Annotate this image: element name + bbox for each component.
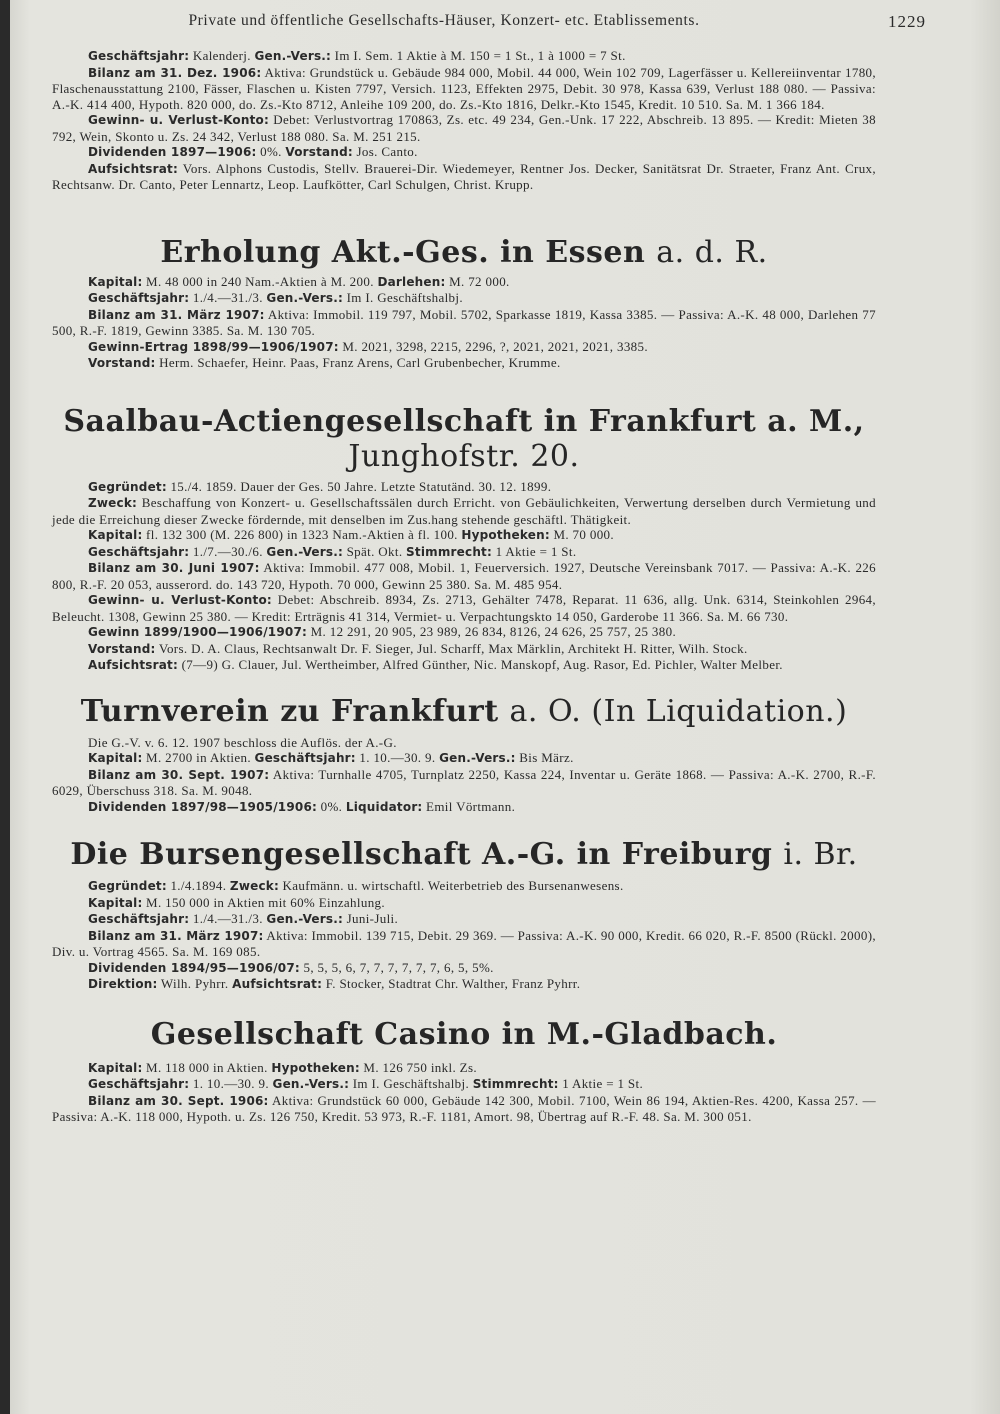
- field-text: 1. 10.—30. 9.: [355, 750, 440, 765]
- field-label: Aufsichtsrat:: [88, 658, 178, 672]
- field-label: Aufsichtsrat:: [232, 977, 323, 991]
- field-text: Kalenderj.: [189, 48, 255, 63]
- field-label: Vorstand:: [88, 356, 156, 370]
- field-label: Aufsichtsrat:: [88, 161, 178, 176]
- field-label: Gen.-Vers.:: [439, 751, 516, 765]
- field-text: 5, 5, 5, 6, 7, 7, 7, 7, 7, 7, 6, 5, 5%.: [299, 959, 494, 975]
- field-label: Kapital:: [88, 895, 143, 910]
- field-text: Aktiva: Grundstück u. Gebäude 984 000, Mobil. 44 000, Wein 102 709, Lagerfässer u. Kellereiinventar 1780, Flaschenausstattung 2100, Fässer, Flaschen u. Kisten 7797, Versich. 1123, Effekten 2975, Debit. 30 978, Kassa 639, Verlust 188 080. — Passiva: A.-K. 414 400, Hypoth. 820 000, do. Zs.-Kto 8712, Anleihe 109 200, do. Zs.-Kto 1816, Delkr.-Kto 1545, Kredit. 10 510. Sa. M. 1 366 184.: [52, 64, 876, 112]
- field-text: Aktiva: Immobil. 477 008, Mobil. 1, Feuerversich. 1927, Deutsche Vereinsbank 7017. — Passiva: A.-K. 226 800, R.-F. 20 053, ausserord. do. 143 720, Hypoth. 70 000, Gewinn 25 380. Sa. M. 485 954.: [52, 560, 877, 592]
- entry-paragraph: [52, 750, 876, 767]
- entry-paragraph: [52, 527, 876, 544]
- field-label: Gegründet:: [88, 879, 167, 893]
- field-label: Stimmrecht:: [406, 544, 492, 559]
- company-entry: [52, 48, 876, 193]
- company-title: [52, 235, 876, 270]
- field-label: Gen.-Vers.:: [266, 291, 343, 305]
- company-entry: [52, 404, 876, 674]
- field-label: Hypotheken:: [461, 528, 550, 542]
- field-label: Bilanz am 31. Dez. 1906:: [88, 65, 262, 80]
- entry-paragraph: [52, 355, 876, 372]
- field-label: Kapital:: [88, 751, 143, 765]
- entry-paragraph: [52, 560, 876, 592]
- field-text: Aktiva: Grundstück 60 000, Gebäude 142 300, Mobil. 7100, Wein 86 194, Aktien-Res. 4200, Kassa 257. — Passiva: A.-K. 118 000, Hypoth. u. Zs. 126 750, Kredit. 53 973, R.-F. 1181, Amort. 98, Übertrag auf R.-F. 48. Sa. M. 300 051.: [52, 1092, 876, 1124]
- field-text: (7—9) G. Clauer, Jul. Wertheimber, Alfred Günther, Nic. Manskopf, Aug. Rasor, Ed. Pichler, Walter Melber.: [178, 657, 783, 672]
- field-text: Kaufmänn. u. wirtschaftl. Weiterbetrieb des Bursenanwesens.: [278, 878, 624, 893]
- field-text: F. Stocker, Stadtrat Chr. Walther, Franz Pyhrr.: [322, 976, 581, 991]
- field-text: 1 Aktie = 1 St.: [558, 1076, 644, 1091]
- field-text: M. 72 000.: [445, 273, 510, 289]
- entry-paragraph: [52, 144, 876, 161]
- company-entry: [52, 235, 876, 372]
- entry-paragraph: [52, 48, 876, 65]
- running-head-text: Private und öffentliche Gesellschafts-Häuser, Konzert- etc. Etablissements.: [188, 12, 700, 29]
- field-label: Gen.-Vers.:: [266, 544, 343, 559]
- field-label: Zweck:: [88, 496, 138, 510]
- field-label: Geschäftsjahr:: [254, 751, 356, 765]
- entry-paragraph: [52, 495, 876, 527]
- field-text: M. 48 000 in 240 Nam.-Aktien à M. 200.: [142, 273, 378, 289]
- field-label: Direktion:: [88, 977, 158, 991]
- field-text: Aktiva: Immobil. 119 797, Mobil. 5702, Sparkasse 1819, Kassa 3385. — Passiva: A.-K. 48 000, Darlehen 77 500, R.-F. 1819, Gewinn 3385. Sa. M. 130 705.: [52, 306, 876, 338]
- running-head: [52, 12, 926, 31]
- company-title-sub: a. O. (In Liquidation.): [509, 693, 848, 729]
- entry-paragraph: [52, 767, 876, 799]
- field-text: Im I. Geschäftshalbj.: [349, 1076, 473, 1091]
- company-title: [52, 404, 876, 474]
- entry-paragraph: [52, 1060, 876, 1077]
- company-title-main: Saalbau-Actiengesellschaft in Frankfurt a. M.,: [63, 403, 865, 439]
- field-text: Vors. D. A. Claus, Rechtsanwalt Dr. F. Sieger, Jul. Scharff, Max Märklin, Architekt H. Ritter, Wilh. Stock.: [155, 640, 748, 656]
- field-label: Dividenden 1897/98—1905/1906:: [88, 799, 317, 814]
- entry-paragraph: [52, 592, 876, 624]
- field-label: Gewinn 1899/1900—1906/1907:: [88, 625, 308, 639]
- field-text: M. 126 750 inkl. Zs.: [359, 1059, 477, 1075]
- field-text: Debet: Abschreib. 8934, Zs. 2713, Gehälter 7478, Reparat. 11 636, allg. Unk. 6314, Steinkohlen 2964, Beleucht. 1308, Gewinn 25 380. — Kredit: Erträgnis 41 314, Vermiet- u. Verpachtungskto 14 050, Garderobe 11 366. Sa. M. 66 730.: [52, 592, 877, 624]
- field-text: 1./4.—31./3.: [189, 290, 267, 305]
- field-text: Herm. Schaefer, Heinr. Paas, Franz Arens, Carl Grubenbecher, Krumme.: [155, 355, 561, 370]
- field-label: Vorstand:: [285, 145, 353, 159]
- company-entry: [52, 694, 876, 816]
- field-label: Bilanz am 30. Sept. 1907:: [88, 767, 270, 782]
- entry-paragraph: [52, 657, 876, 674]
- field-text: 1./4.—31./3.: [189, 911, 267, 926]
- field-label: Bilanz am 31. März 1907:: [88, 928, 264, 943]
- field-text: M. 2021, 3298, 2215, 2296, ?, 2021, 2021, 2021, 3385.: [338, 338, 648, 354]
- entry-paragraph: [52, 960, 876, 977]
- entry-paragraph: [52, 290, 876, 307]
- company-title: [52, 1017, 876, 1052]
- entry-paragraph: [52, 479, 876, 496]
- field-text: 1 Aktie = 1 St.: [492, 543, 577, 559]
- company-title-main: Die Bursengesellschaft A.-G. in Freiburg: [70, 837, 773, 872]
- field-text: M. 118 000 in Aktien.: [142, 1059, 272, 1075]
- entry-paragraph: [52, 641, 876, 658]
- field-text: Wilh. Pyhrr.: [157, 976, 233, 991]
- field-text: Beschaffung von Konzert- u. Gesellschaftssälen durch Erricht. von Gebäulichkeiten, Verwertung derselben durch Vermietung und jede die Erreichung dieser Zwecke fördernde, mit denselben im Zus.hang stehende geschäftl. Thätigkeit.: [52, 495, 876, 527]
- entry-paragraph: [52, 307, 876, 339]
- field-label: Gewinn-Ertrag 1898/99—1906/1907:: [88, 339, 339, 354]
- entry-paragraph: [52, 112, 876, 144]
- field-text: 0%.: [256, 144, 286, 159]
- field-text: Aktiva: Immobil. 139 715, Debit. 29 369. — Passiva: A.-K. 90 000, Kredit. 66 020, R.-F. 8500 (Rückl. 2000), Div. u. Vortrag 4565. Sa. M. 169 085.: [52, 927, 876, 959]
- field-text: Im I. Geschäftshalbj.: [342, 290, 463, 305]
- field-label: Bilanz am 30. Juni 1907:: [88, 561, 260, 575]
- field-label: Hypotheken:: [271, 1060, 360, 1075]
- field-text: 0%.: [317, 798, 346, 814]
- entry-paragraph: [52, 735, 876, 751]
- field-text: M. 12 291, 20 905, 23 989, 26 834, 8126, 24 626, 25 757, 25 380.: [307, 624, 677, 639]
- field-text: Spät. Okt.: [342, 543, 407, 559]
- company-title-main: Erholung Akt.-Ges. in Essen: [160, 234, 646, 270]
- company-title-sub: a. d. R.: [656, 234, 768, 270]
- field-label: Gewinn- u. Verlust-Konto:: [88, 593, 272, 607]
- field-label: Gen.-Vers.:: [254, 49, 332, 63]
- field-text: M. 2700 in Aktien.: [142, 750, 255, 765]
- company-entry: [52, 837, 876, 993]
- entry-paragraph: [52, 878, 876, 895]
- field-text: Debet: Verlustvortrag 170863, Zs. etc. 49 234, Gen.-Unk. 17 222, Abschreib. 13 895. — Kredit: Mieten 38 792, Wein, Skonto u. Zs. 24 342, Verlust 188 080. Sa. M. 251 215.: [52, 112, 876, 144]
- company-title-main: Gesellschaft Casino in M.-Gladbach.: [150, 1016, 778, 1052]
- field-text: Im I. Sem. 1 Aktie à M. 150 = 1 St., 1 à 1000 = 7 St.: [331, 48, 626, 63]
- field-text: Aktiva: Turnhalle 4705, Turnplatz 2250, Kassa 224, Inventar u. Geräte 1868. — Passiva: A.-K. 2700, R.-F. 6029, Überschuss 318. Sa. M. 9048.: [52, 766, 876, 798]
- field-label: Geschäftsjahr:: [88, 912, 190, 926]
- entry-paragraph: [52, 1076, 876, 1093]
- field-label: Kapital:: [88, 1060, 143, 1075]
- field-label: Kapital:: [88, 274, 143, 289]
- field-text: Jos. Canto.: [352, 144, 418, 159]
- entry-paragraph: [52, 65, 876, 113]
- company-entry: [52, 1017, 876, 1125]
- entry-paragraph: [52, 544, 876, 561]
- entry-paragraph: [52, 274, 876, 291]
- entry-paragraph: [52, 911, 876, 928]
- field-label: Vorstand:: [88, 641, 156, 656]
- entry-paragraph: [52, 928, 876, 960]
- entry-paragraph: [52, 1093, 876, 1125]
- scan-edge-shadow: [0, 0, 10, 1414]
- company-title: [52, 837, 876, 872]
- field-text: M. 70 000.: [549, 527, 615, 542]
- field-text: Vors. Alphons Custodis, Stellv. Brauerei-Dir. Wiedemeyer, Rentner Jos. Decker, Sanitätsrat Dr. Straeter, Franz Ant. Crux, Rechtsanw. Dr. Canto, Peter Lennartz, Leop. Laufkötter, Carl Schulgen, Christ. Krupp.: [52, 160, 876, 192]
- entry-paragraph: [52, 161, 876, 193]
- field-text: Die G.-V. v. 6. 12. 1907 beschloss die Auflös. der A.-G.: [88, 734, 397, 750]
- field-text: Juni-Juli.: [342, 911, 399, 926]
- field-text: 1. 10.—30. 9.: [189, 1076, 273, 1091]
- field-label: Gewinn- u. Verlust-Konto:: [88, 113, 269, 127]
- entry-paragraph: [52, 339, 876, 356]
- field-text: 15./4. 1859. Dauer der Ges. 50 Jahre. Letzte Statutänd. 30. 12. 1899.: [166, 478, 552, 494]
- company-title-sub: i. Br.: [783, 837, 858, 872]
- field-text: 1./4.1894.: [166, 878, 230, 893]
- field-label: Dividenden 1894/95—1906/07:: [88, 960, 300, 975]
- entry-paragraph: [52, 976, 876, 993]
- field-text: Emil Vörtmann.: [422, 798, 516, 814]
- entry-paragraph: [52, 799, 876, 816]
- company-title-sub: Junghofstr. 20.: [348, 438, 580, 474]
- field-label: Bilanz am 30. Sept. 1906:: [88, 1093, 269, 1108]
- field-label: Geschäftsjahr:: [88, 291, 190, 305]
- field-label: Gen.-Vers.:: [272, 1077, 350, 1091]
- field-label: Zweck:: [229, 879, 279, 893]
- entry-paragraph: [52, 624, 876, 641]
- field-label: Geschäftsjahr:: [88, 544, 190, 559]
- entry-paragraph: [52, 895, 876, 912]
- field-label: Geschäftsjahr:: [88, 1077, 190, 1091]
- field-text: 1./7.—30./6.: [189, 543, 267, 559]
- field-label: Kapital:: [88, 528, 143, 542]
- page-number: 1229: [888, 12, 926, 31]
- field-label: Darlehen:: [377, 274, 446, 289]
- field-label: Gegründet:: [88, 479, 167, 494]
- company-title: [52, 694, 876, 729]
- company-title-main: Turnverein zu Frankfurt: [80, 693, 499, 729]
- field-label: Dividenden 1897—1906:: [88, 145, 257, 159]
- field-text: M. 150 000 in Aktien mit 60% Einzahlung.: [142, 894, 386, 910]
- field-text: fl. 132 300 (M. 226 800) in 1323 Nam.-Aktien à fl. 100.: [142, 527, 462, 542]
- field-label: Bilanz am 31. März 1907:: [88, 307, 265, 322]
- field-label: Liquidator:: [345, 799, 423, 814]
- field-label: Geschäftsjahr:: [88, 49, 190, 63]
- field-label: Gen.-Vers.:: [266, 912, 343, 926]
- field-label: Stimmrecht:: [472, 1077, 559, 1091]
- field-text: Bis März.: [515, 750, 574, 765]
